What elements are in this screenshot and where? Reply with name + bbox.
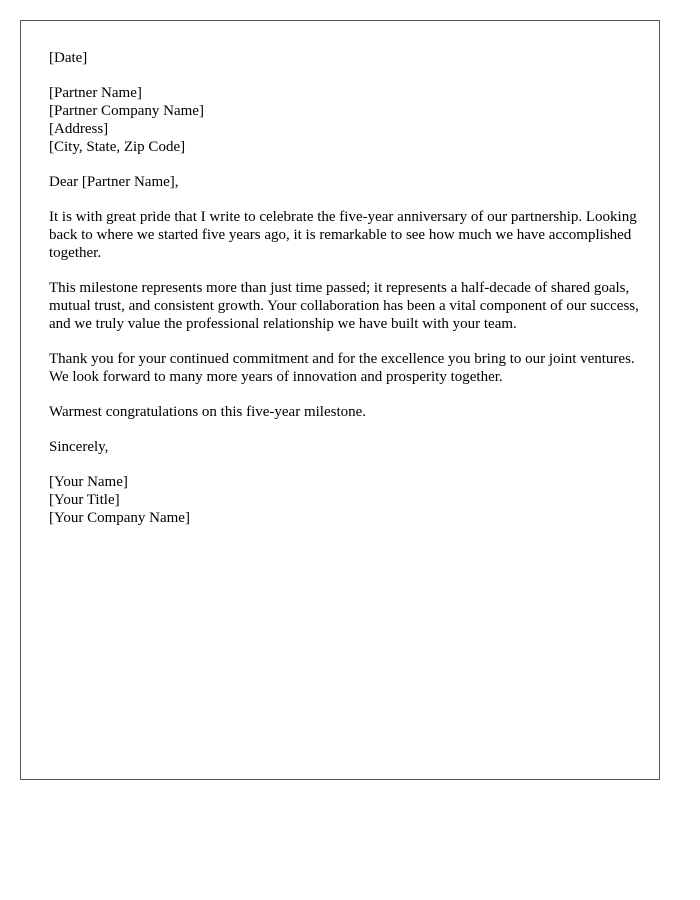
- letter-page: [20, 20, 660, 780]
- letter-body: [49, 49, 639, 544]
- body-paragraph: This milestone represents more than just time passed; it represents a half-decade of shared goals, mutual trust, and consistent growth. Your collaboration has been a vital component of our success, and we truly value the professional relationship we have built with your team.: [49, 280, 639, 332]
- sender-block: [49, 473, 639, 527]
- recipient-block: [49, 84, 639, 156]
- body-paragraph: It is with great pride that I write to celebrate the five-year anniversary of our partnership. Looking back to where we started five years ago, it is remarkable to see how much we have accomplished together.: [49, 209, 637, 261]
- sender-company: [Your Company Name]: [49, 510, 190, 526]
- letter-date: [Date]: [49, 50, 88, 66]
- sender-title: [Your Title]: [49, 492, 120, 508]
- sender-name: [Your Name]: [49, 474, 128, 490]
- recipient-address: [Address]: [49, 121, 109, 137]
- recipient-company: [Partner Company Name]: [49, 103, 204, 119]
- recipient-name: [Partner Name]: [49, 85, 142, 101]
- closing: Sincerely,: [49, 439, 109, 455]
- recipient-city-state-zip: [City, State, Zip Code]: [49, 139, 186, 155]
- body-paragraph: Thank you for your continued commitment and for the excellence you bring to our joint ventures. We look forward to many more years of innovation and prosperity together.: [49, 351, 635, 385]
- body-paragraph: Warmest congratulations on this five-year milestone.: [49, 404, 367, 420]
- salutation: Dear [Partner Name],: [49, 174, 179, 190]
